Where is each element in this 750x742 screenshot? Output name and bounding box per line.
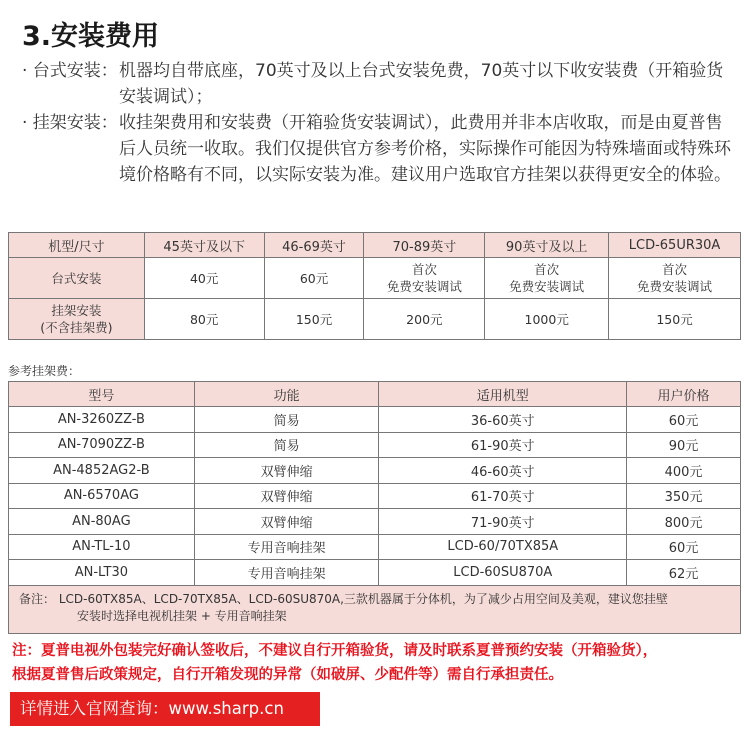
page-title: 3.安装费用	[22, 21, 160, 52]
fee-cell: 1000元	[485, 299, 609, 340]
bracket-price: 62元	[627, 560, 741, 586]
table-row	[9, 458, 741, 484]
bracket-header-row	[9, 382, 741, 407]
warning-notice	[12, 639, 740, 687]
fee-header-cell: 机型/尺寸	[9, 233, 145, 258]
bracket-model: AN-7090ZZ-B	[9, 432, 195, 458]
bracket-price: 60元	[627, 407, 741, 433]
bracket-function: 简易	[194, 407, 379, 433]
table-row	[9, 509, 741, 535]
bracket-model: AN-TL-10	[9, 534, 195, 560]
bracket-price: 60元	[627, 534, 741, 560]
reference-label: 参考挂架费：	[8, 364, 81, 378]
table-row	[9, 560, 741, 586]
bracket-model: AN-4852AG2-B	[9, 458, 195, 484]
bracket-function: 专用音响挂架	[194, 534, 379, 560]
fee-row-desk	[9, 258, 741, 299]
fee-header-cell: 90英寸及以上	[485, 233, 609, 258]
fee-header-cell: 46-69英寸	[264, 233, 364, 258]
warning-line: 根据夏普售后政策规定，自行开箱发现的异常（如破屏、少配件等）需自行承担责任。	[12, 667, 563, 683]
fee-cell: 首次 免费安装调试	[485, 258, 609, 299]
desk-install-paragraph	[22, 58, 732, 110]
bracket-header-cell: 功能	[194, 382, 379, 407]
website-banner[interactable]: 详情进入官网查询：www.sharp.cn	[10, 692, 320, 726]
bracket-price: 800元	[627, 509, 741, 535]
fee-cell: 150元	[264, 299, 364, 340]
bracket-price: 350元	[627, 483, 741, 509]
table-row	[9, 483, 741, 509]
table-row	[9, 407, 741, 433]
fee-header-row	[9, 233, 741, 258]
bracket-note-line: 安装时选择电视机挂架 + 专用音响挂架	[77, 608, 287, 623]
bracket-fit: LCD-60/70TX85A	[379, 534, 627, 560]
bracket-fit: 46-60英寸	[379, 458, 627, 484]
install-fee-table	[8, 232, 741, 340]
fee-row-head: 挂架安装 (不含挂架费)	[9, 299, 145, 340]
fee-cell: 40元	[144, 258, 264, 299]
wall-install-text: 收挂架费用和安装费（开箱验货安装调试），此费用并非本店收取，而是由夏普售后人员统一收取。我们仅提供官方参考价格，实际操作可能因为特殊墙面或特殊环境价格略有不同，以实际安装为准。建议用户选取官方挂架以获得更安全的体验。	[119, 113, 731, 185]
warning-line: 注：夏普电视外包装完好确认签收后，不建议自行开箱验货，请及时联系夏普预约安装（开箱验货），	[12, 643, 658, 659]
bracket-function: 简易	[194, 432, 379, 458]
fee-cell: 80元	[144, 299, 264, 340]
desk-install-text: 机器均自带底座，70英寸及以上台式安装免费，70英寸以下收安装费（开箱验货安装调试）；	[119, 61, 724, 107]
bracket-model: AN-LT30	[9, 560, 195, 586]
bracket-header-cell: 适用机型	[379, 382, 627, 407]
bracket-fit: LCD-60SU870A	[379, 560, 627, 586]
bracket-price: 400元	[627, 458, 741, 484]
fee-header-cell: 70-89英寸	[364, 233, 485, 258]
desk-install-label: · 台式安装：	[22, 61, 118, 81]
bracket-fee-table	[8, 381, 741, 634]
bracket-function: 专用音响挂架	[194, 560, 379, 586]
bracket-model: AN-3260ZZ-B	[9, 407, 195, 433]
table-row	[9, 432, 741, 458]
bracket-function: 双臂伸缩	[194, 509, 379, 535]
bracket-note	[9, 585, 741, 633]
fee-header-cell: LCD-65UR30A	[609, 233, 741, 258]
bracket-fit: 61-90英寸	[379, 432, 627, 458]
bracket-fit: 61-70英寸	[379, 483, 627, 509]
bracket-header-cell: 用户价格	[627, 382, 741, 407]
bracket-model: AN-6570AG	[9, 483, 195, 509]
bracket-model: AN-80AG	[9, 509, 195, 535]
fee-cell: 60元	[264, 258, 364, 299]
fee-cell: 首次 免费安装调试	[364, 258, 485, 299]
fee-row-head: 台式安装	[9, 258, 145, 299]
wall-install-paragraph	[22, 110, 732, 188]
fee-row-wall	[9, 299, 741, 340]
fee-cell: 首次 免费安装调试	[609, 258, 741, 299]
table-row	[9, 534, 741, 560]
bracket-function: 双臂伸缩	[194, 458, 379, 484]
fee-cell: 150元	[609, 299, 741, 340]
bracket-note-line: 备注： LCD-60TX85A、LCD-70TX85A、LCD-60SU870A,三款机器属于分体机，为了减少占用空间及美观，建议您挂壁	[19, 591, 668, 606]
bracket-fit: 71-90英寸	[379, 509, 627, 535]
wall-install-label: · 挂架安装：	[22, 113, 118, 133]
bracket-fit: 36-60英寸	[379, 407, 627, 433]
fee-header-cell: 45英寸及以下	[144, 233, 264, 258]
fee-cell: 200元	[364, 299, 485, 340]
bracket-header-cell: 型号	[9, 382, 195, 407]
bracket-function: 双臂伸缩	[194, 483, 379, 509]
bracket-price: 90元	[627, 432, 741, 458]
bracket-note-row	[9, 585, 741, 633]
